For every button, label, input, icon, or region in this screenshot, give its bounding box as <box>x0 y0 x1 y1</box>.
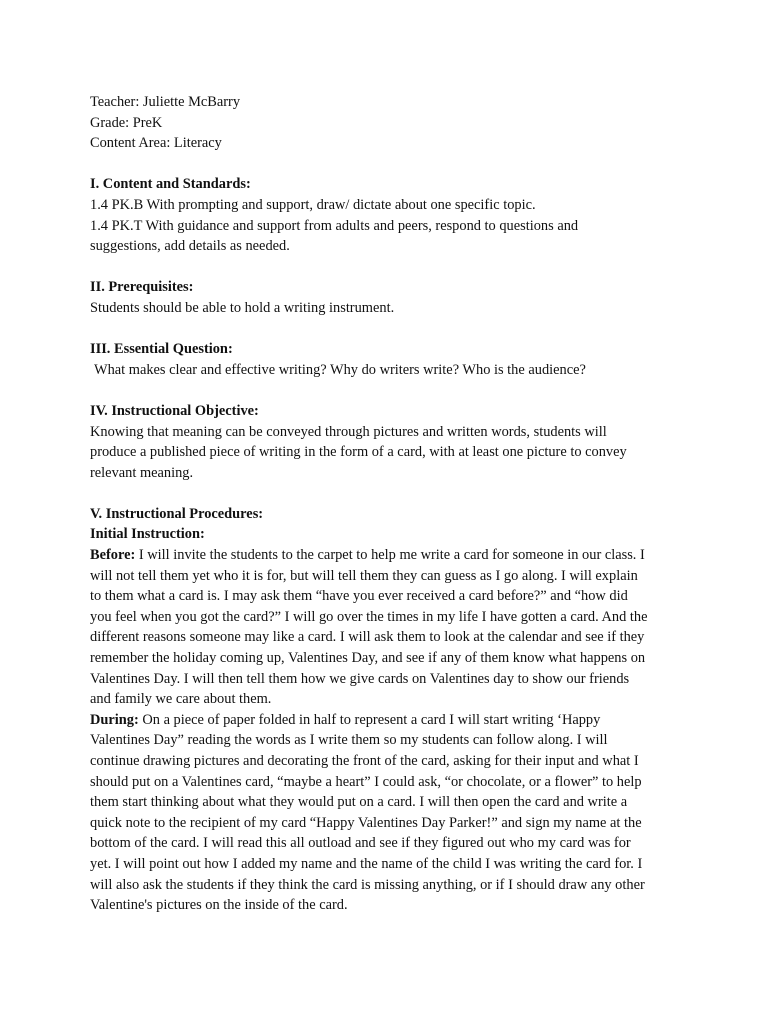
teacher-line: Teacher: Juliette McBarry <box>90 94 241 110</box>
objective-line: produce a published piece of writing in the form of a card, with at least one picture to convey <box>90 444 627 461</box>
before-line: remember the holiday coming up, Valentines Day, and see if any of them know what happens on <box>90 650 646 667</box>
during-line: should put on a Valentines card, “maybe a heart” I could ask, “or chocolate, or a flower” to help <box>90 773 642 790</box>
grade-line: Grade: PreK <box>90 114 163 131</box>
spacer <box>90 380 700 401</box>
spacer <box>90 319 700 340</box>
standard-1: 1.4 PK.B With prompting and support, draw/ dictate about one specific topic. <box>90 196 536 213</box>
section-3-heading: III. Essential Question: <box>90 341 233 358</box>
during-line: yet. I will point out how I added my name and the name of the child I was writing the card for. I <box>90 855 643 872</box>
objective-line: Knowing that meaning can be conveyed through pictures and written words, students will <box>90 423 607 440</box>
lesson-plan-document <box>90 92 700 916</box>
spacer <box>90 154 700 175</box>
prerequisites-text: Students should be able to hold a writing instrument. <box>90 299 395 316</box>
spacer <box>90 483 700 504</box>
essential-question-text: What makes clear and effective writing? Why do writers write? Who is the audience? <box>94 361 586 378</box>
during-line: continue drawing pictures and decorating the front of the card, asking for their input and what I <box>90 753 639 769</box>
during-line: quick note to the recipient of my card “Happy Valentines Day Parker!” and sign my name at the <box>90 814 642 831</box>
before-label: Before: <box>90 547 136 564</box>
before-line: Valentines Day. I will then tell them how we give cards on Valentines day to show our friends <box>90 670 630 687</box>
during-label: During: <box>90 711 139 728</box>
before-line: and family we care about them. <box>90 691 272 708</box>
before-text: I will invite the students to the carpet to help me write a card for someone in our class. I <box>135 547 645 564</box>
during-text: On a piece of paper folded in half to represent a card I will start writing ‘Happy <box>138 711 601 728</box>
section-4-heading: IV. Instructional Objective: <box>90 402 259 419</box>
standard-2-line-1: 1.4 PK.T With guidance and support from adults and peers, respond to questions and <box>90 217 579 234</box>
standard-2-line-2: suggestions, add details as needed. <box>90 238 290 255</box>
before-line <box>90 545 700 566</box>
before-line: different reasons someone may like a card. I will ask them to look at the calendar and see if they <box>90 629 645 646</box>
before-line: you feel when you got the card?” I will go over the times in my life I have gotten a card. And the <box>90 608 648 625</box>
initial-instruction-subheading: Initial Instruction: <box>90 526 205 543</box>
section-5-heading: V. Instructional Procedures: <box>90 505 264 522</box>
objective-line: relevant meaning. <box>90 464 194 481</box>
during-line: bottom of the card. I will read this all outload and see if they figured out who my card was for <box>90 835 631 852</box>
before-line: to them what a card is. I may ask them “have you ever received a card before?” and “how did <box>90 588 628 605</box>
section-2-heading: II. Prerequisites: <box>90 279 194 296</box>
content-area-line: Content Area: Literacy <box>90 135 222 152</box>
during-line: Valentines Day” reading the words as I write them so my students can follow along. I will <box>90 732 608 749</box>
during-line: them start thinking about what they would put on a card. I will then open the card and write a <box>90 794 628 811</box>
during-line: will also ask the students if they think the card is missing anything, or if I should draw any other <box>90 876 645 893</box>
before-line: will not tell them yet who it is for, but will tell them they can guess as I go along. I will explain <box>90 567 638 584</box>
spacer <box>90 257 700 278</box>
during-line <box>90 710 700 731</box>
section-1-heading: I. Content and Standards: <box>90 176 251 193</box>
during-line: Valentine's pictures on the inside of the card. <box>90 897 348 914</box>
